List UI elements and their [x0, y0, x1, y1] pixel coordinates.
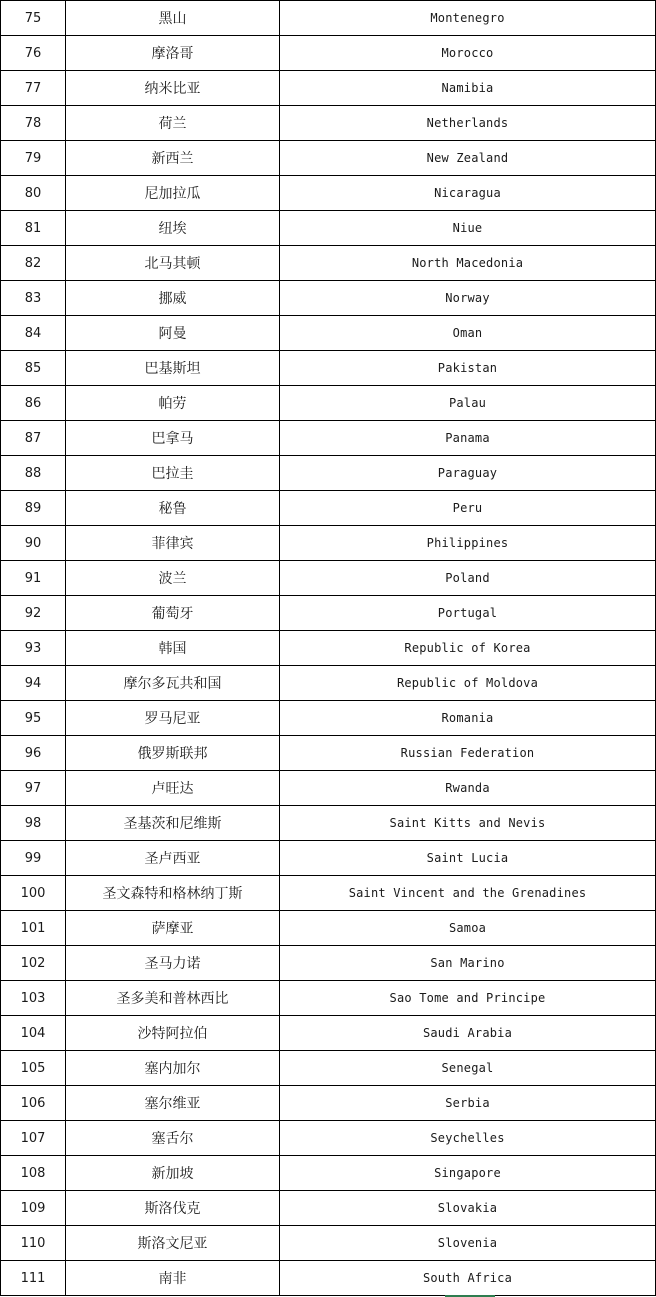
chinese-name-cell: 黑山 — [66, 1, 280, 36]
english-name-cell: Singapore — [280, 1156, 656, 1191]
chinese-name-cell: 圣文森特和格林纳丁斯 — [66, 876, 280, 911]
table-row — [1, 841, 656, 876]
chinese-name-cell: 纳米比亚 — [66, 71, 280, 106]
english-name-cell: North Macedonia — [280, 246, 656, 281]
chinese-name-cell: 圣马力诺 — [66, 946, 280, 981]
row-number-cell: 88 — [1, 456, 66, 491]
chinese-name-cell: 卢旺达 — [66, 771, 280, 806]
table-row — [1, 141, 656, 176]
row-number-cell: 79 — [1, 141, 66, 176]
row-number-cell: 97 — [1, 771, 66, 806]
english-name-cell: Rwanda — [280, 771, 656, 806]
chinese-name-cell: 荷兰 — [66, 106, 280, 141]
english-name-cell: Philippines — [280, 526, 656, 561]
english-name-cell: Saint Kitts and Nevis — [280, 806, 656, 841]
chinese-name-cell: 摩洛哥 — [66, 36, 280, 71]
row-number-cell: 109 — [1, 1191, 66, 1226]
english-name-cell: Serbia — [280, 1086, 656, 1121]
table-row — [1, 1086, 656, 1121]
english-name-cell: Republic of Korea — [280, 631, 656, 666]
row-number-cell: 108 — [1, 1156, 66, 1191]
english-name-cell: Slovenia — [280, 1226, 656, 1261]
row-number-cell: 107 — [1, 1121, 66, 1156]
table-row — [1, 456, 656, 491]
english-name-cell: Nicaragua — [280, 176, 656, 211]
table-row — [1, 211, 656, 246]
chinese-name-cell: 挪威 — [66, 281, 280, 316]
chinese-name-cell: 沙特阿拉伯 — [66, 1016, 280, 1051]
row-number-cell: 87 — [1, 421, 66, 456]
table-row — [1, 1, 656, 36]
english-name-cell: Slovakia — [280, 1191, 656, 1226]
row-number-cell: 81 — [1, 211, 66, 246]
row-number-cell: 99 — [1, 841, 66, 876]
chinese-name-cell: 帕劳 — [66, 386, 280, 421]
table-row — [1, 1051, 656, 1086]
table-row — [1, 386, 656, 421]
chinese-name-cell: 波兰 — [66, 561, 280, 596]
english-name-cell: Romania — [280, 701, 656, 736]
chinese-name-cell: 阿曼 — [66, 316, 280, 351]
table-row — [1, 1156, 656, 1191]
table-row — [1, 421, 656, 456]
table-row — [1, 561, 656, 596]
chinese-name-cell: 北马其顿 — [66, 246, 280, 281]
table-row — [1, 701, 656, 736]
row-number-cell: 77 — [1, 71, 66, 106]
chinese-name-cell: 巴拿马 — [66, 421, 280, 456]
english-name-cell: Montenegro — [280, 1, 656, 36]
table-row — [1, 1261, 656, 1296]
table-row — [1, 36, 656, 71]
chinese-name-cell: 斯洛文尼亚 — [66, 1226, 280, 1261]
english-name-cell: South Africa — [280, 1261, 656, 1296]
table-row — [1, 1191, 656, 1226]
chinese-name-cell: 巴拉圭 — [66, 456, 280, 491]
english-name-cell: Russian Federation — [280, 736, 656, 771]
row-number-cell: 103 — [1, 981, 66, 1016]
english-name-cell: Saudi Arabia — [280, 1016, 656, 1051]
english-name-cell: Morocco — [280, 36, 656, 71]
row-number-cell: 82 — [1, 246, 66, 281]
english-name-cell: Seychelles — [280, 1121, 656, 1156]
row-number-cell: 90 — [1, 526, 66, 561]
chinese-name-cell: 韩国 — [66, 631, 280, 666]
row-number-cell: 95 — [1, 701, 66, 736]
table-row — [1, 1121, 656, 1156]
row-number-cell: 92 — [1, 596, 66, 631]
english-name-cell: Oman — [280, 316, 656, 351]
row-number-cell: 94 — [1, 666, 66, 701]
row-number-cell: 80 — [1, 176, 66, 211]
table-row — [1, 666, 656, 701]
english-name-cell: Republic of Moldova — [280, 666, 656, 701]
chinese-name-cell: 南非 — [66, 1261, 280, 1296]
chinese-name-cell: 菲律宾 — [66, 526, 280, 561]
chinese-name-cell: 圣基茨和尼维斯 — [66, 806, 280, 841]
row-number-cell: 98 — [1, 806, 66, 841]
table-row — [1, 176, 656, 211]
table-row — [1, 491, 656, 526]
chinese-name-cell: 摩尔多瓦共和国 — [66, 666, 280, 701]
row-number-cell: 84 — [1, 316, 66, 351]
english-name-cell: Norway — [280, 281, 656, 316]
row-number-cell: 78 — [1, 106, 66, 141]
row-number-cell: 75 — [1, 1, 66, 36]
row-number-cell: 93 — [1, 631, 66, 666]
table-row — [1, 106, 656, 141]
row-number-cell: 111 — [1, 1261, 66, 1296]
english-name-cell: Peru — [280, 491, 656, 526]
english-name-cell: Netherlands — [280, 106, 656, 141]
table-row — [1, 281, 656, 316]
chinese-name-cell: 罗马尼亚 — [66, 701, 280, 736]
row-number-cell: 106 — [1, 1086, 66, 1121]
english-name-cell: Panama — [280, 421, 656, 456]
table-row — [1, 351, 656, 386]
table-row — [1, 246, 656, 281]
chinese-name-cell: 斯洛伐克 — [66, 1191, 280, 1226]
table-row — [1, 806, 656, 841]
row-number-cell: 100 — [1, 876, 66, 911]
table-row — [1, 1226, 656, 1261]
row-number-cell: 86 — [1, 386, 66, 421]
english-name-cell: Namibia — [280, 71, 656, 106]
chinese-name-cell: 圣多美和普林西比 — [66, 981, 280, 1016]
table-row — [1, 526, 656, 561]
chinese-name-cell: 葡萄牙 — [66, 596, 280, 631]
chinese-name-cell: 萨摩亚 — [66, 911, 280, 946]
english-name-cell: Niue — [280, 211, 656, 246]
table-row — [1, 71, 656, 106]
row-number-cell: 96 — [1, 736, 66, 771]
row-number-cell: 101 — [1, 911, 66, 946]
table-row — [1, 876, 656, 911]
english-name-cell: San Marino — [280, 946, 656, 981]
chinese-name-cell: 秘鲁 — [66, 491, 280, 526]
table-row — [1, 911, 656, 946]
row-number-cell: 85 — [1, 351, 66, 386]
table-row — [1, 736, 656, 771]
chinese-name-cell: 塞内加尔 — [66, 1051, 280, 1086]
chinese-name-cell: 圣卢西亚 — [66, 841, 280, 876]
table-row — [1, 316, 656, 351]
row-number-cell: 102 — [1, 946, 66, 981]
chinese-name-cell: 巴基斯坦 — [66, 351, 280, 386]
chinese-name-cell: 新西兰 — [66, 141, 280, 176]
english-name-cell: Sao Tome and Principe — [280, 981, 656, 1016]
table-row — [1, 1016, 656, 1051]
row-number-cell: 104 — [1, 1016, 66, 1051]
row-number-cell: 91 — [1, 561, 66, 596]
chinese-name-cell: 新加坡 — [66, 1156, 280, 1191]
table-row — [1, 596, 656, 631]
row-number-cell: 83 — [1, 281, 66, 316]
table-body — [1, 1, 656, 1296]
table-row — [1, 946, 656, 981]
english-name-cell: Senegal — [280, 1051, 656, 1086]
english-name-cell: New Zealand — [280, 141, 656, 176]
row-number-cell: 110 — [1, 1226, 66, 1261]
row-number-cell: 89 — [1, 491, 66, 526]
english-name-cell: Pakistan — [280, 351, 656, 386]
english-name-cell: Saint Lucia — [280, 841, 656, 876]
chinese-name-cell: 塞舌尔 — [66, 1121, 280, 1156]
english-name-cell: Palau — [280, 386, 656, 421]
english-name-cell: Portugal — [280, 596, 656, 631]
chinese-name-cell: 尼加拉瓜 — [66, 176, 280, 211]
chinese-name-cell: 俄罗斯联邦 — [66, 736, 280, 771]
chinese-name-cell: 塞尔维亚 — [66, 1086, 280, 1121]
row-number-cell: 76 — [1, 36, 66, 71]
english-name-cell: Paraguay — [280, 456, 656, 491]
english-name-cell: Saint Vincent and the Grenadines — [280, 876, 656, 911]
chinese-name-cell: 纽埃 — [66, 211, 280, 246]
table-row — [1, 631, 656, 666]
row-number-cell: 105 — [1, 1051, 66, 1086]
english-name-cell: Poland — [280, 561, 656, 596]
table-row — [1, 771, 656, 806]
english-name-cell: Samoa — [280, 911, 656, 946]
table-row — [1, 981, 656, 1016]
